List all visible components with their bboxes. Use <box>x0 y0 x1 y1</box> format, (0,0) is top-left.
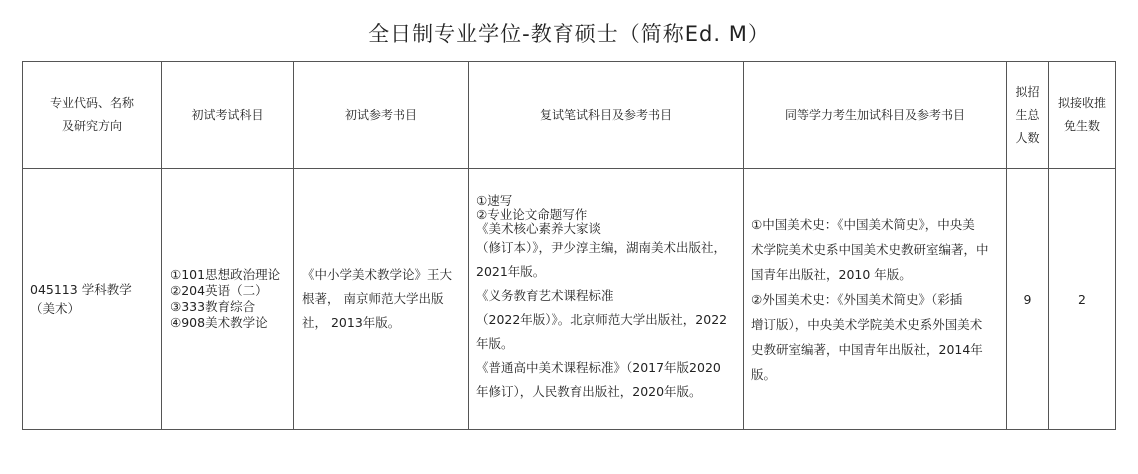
cell-planned-enrollment: 9 <box>1007 169 1049 430</box>
header-planned-enrollment: 拟招 生总 人数 <box>1007 62 1049 169</box>
cell-initial-subjects: ①101思想政治理论 ②204英语（二） ③333教育综合 ④908美术教学论 <box>162 169 294 430</box>
table-row <box>23 169 1116 430</box>
header-initial-subjects: 初试考试科目 <box>162 62 294 169</box>
header-exempt-count: 拟接收推 免生数 <box>1049 62 1116 169</box>
cell-exempt-count: 2 <box>1049 169 1116 430</box>
cell-retest: ①速写 ②专业论文命题写作 《美术核心素养大家谈 （修订本）》，尹少淳主编，湖南美术出版社， 2021年版。 《义务教育艺术课程标准 （2022年版）》。北京师范大学出版社，2022 年版。 《普通高中美术课程标准》（2017年版2020 年修订），人民教育出版社，2020年版。 <box>469 169 744 430</box>
page-title: 全日制专业学位-教育硕士（简称Ed. M） <box>368 22 770 46</box>
header-initial-refs: 初试参考书目 <box>294 62 469 169</box>
header-equal-qualification: 同等学力考生加试科目及参考书目 <box>744 62 1007 169</box>
header-retest: 复试笔试科目及参考书目 <box>469 62 744 169</box>
cell-major-code: 045113 学科教学 （美术） <box>23 169 162 430</box>
cell-equal-qualification: ①中国美术史：《中国美术简史》，中央美 术学院美术史系中国美术史教研室编著，中 国青年出版社，2010 年版。 ②外国美术史：《外国美术简史》（彩插 增订版），中央美术学院美术史系外国美术 史教研室编著，中国青年出版社，2014年 版。 <box>744 169 1007 430</box>
table-header-row <box>23 62 1116 169</box>
admission-table <box>22 61 1116 430</box>
cell-initial-refs: 《中小学美术教学论》王大 根著， 南京师范大学出版 社， 2013年版。 <box>294 169 469 430</box>
header-major-code: 专业代码、名称 及研究方向 <box>23 62 162 169</box>
